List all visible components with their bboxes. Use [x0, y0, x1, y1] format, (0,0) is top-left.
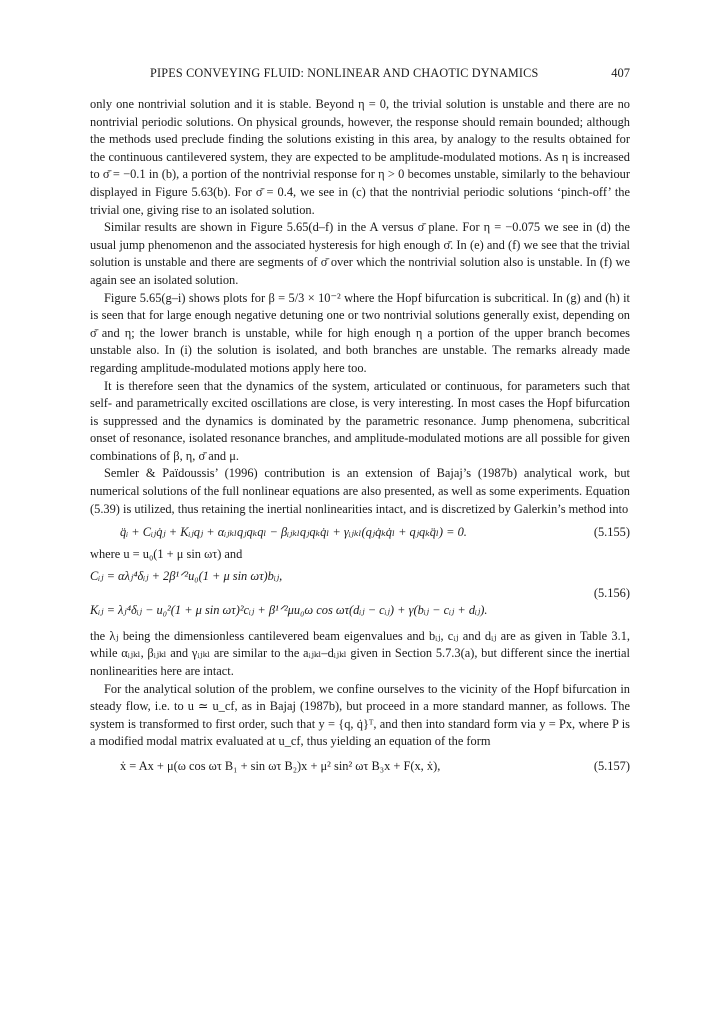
equation-5-155 [90, 522, 630, 542]
equation-5-156-line-1: Cᵢⱼ = αλⱼ⁴δᵢⱼ + 2β¹ᐟ²u₀(1 + μ sin ωτ)bᵢⱼ, [90, 568, 283, 583]
page-body [90, 96, 630, 781]
equation-5-155-number: (5.155) [593, 525, 630, 540]
page-number: 407 [611, 66, 630, 80]
paragraph-5: Semler & Païdoussis’ (1996) contribution is an extension of Bajaj’s (1987b) analytical work, but numerical solutions of the full nonlinear equations are also presented, as well as some experiments. Equation (5.39) is utilized, thus retaining the inertial nonlinearities intact, and is discretized by Galerkin’s method into [90, 466, 630, 516]
equation-5-156 [90, 566, 630, 624]
equation-5-156-line-2: Kᵢⱼ = λⱼ⁴δᵢⱼ − u₀²(1 + μ sin ωτ)²cᵢⱼ + β¹ᐟ²μu₀ω cos ωτ(dᵢⱼ − cᵢⱼ) + γ(bᵢⱼ − cᵢⱼ + dᵢⱼ). [90, 602, 488, 617]
equation-5-156-number: (5.156) [593, 585, 630, 600]
running-head: PIPES CONVEYING FLUID: NONLINEAR AND CHAOTIC DYNAMICS [150, 66, 539, 80]
page-header [90, 66, 630, 86]
equation-5-157-number: (5.157) [593, 759, 630, 773]
paragraph-3: Figure 5.65(g–i) shows plots for β = 5/3 × 10⁻² where the Hopf bifurcation is subcritical. In (g) and (h) it is seen that for large enough negative detuning one or two nontrivial solutions generally exist, depending on σ̄ and η; the lower branch is unstable, while for high enough η a portion of the upper branch becomes unstable also. In (i) the solution is isolated, and both branches are unstable. The remarks already made regarding amplitude-modulated motions apply here too. [90, 290, 630, 375]
paragraph-2: Similar results are shown in Figure 5.65(d–f) in the A versus σ̄ plane. For η = −0.075 we see in (d) the usual jump phenomenon and the associated hysteresis for high enough σ̄. In (e) and (f) we see that the trivial solution is unstable and there are segments of σ̄ over which the nontrivial solution also is unstable. In (f) we again see an isolated solution. [90, 220, 630, 287]
paragraph-8: For the analytical solution of the problem, we confine ourselves to the vicinity of the Hopf bifurcation in steady flow, i.e. to u ≃ u_cf, as in Bajaj (1987b), but proceed in a more standard manner, as follows. The system is transformed to first order, such that y = {q, q̇}ᵀ, and then into standard form via y = Px, where P is a modified modal matrix evaluated at u_cf, thus yielding an equation of the form [90, 681, 630, 749]
paragraph-6: where u = u₀(1 + μ sin ωτ) and [90, 547, 243, 562]
equation-5-157 [90, 759, 630, 781]
paragraph-4: It is therefore seen that the dynamics of the system, articulated or continuous, for parameters such that self- and parametrically excited oscillations are close, is very interesting. In most cases the Hopf bifurcation is suppressed and the dynamics is dominated by the parametric resonance. Jump phenomena, subcritical onset of resonance, isolated resonance branches, and amplitude-modulated motions are all possible for given combinations of β, η, σ̄ and μ. [90, 378, 630, 463]
equation-5-155-expression: q̈ᵢ + Cᵢⱼq̇ⱼ + Kᵢⱼqⱼ + αᵢⱼₖₗqⱼqₖqₗ − βᵢⱼₖₗqⱼqₖq̇ₗ + γᵢⱼₖₗ(qⱼq̇ₖq̇ₗ + qⱼqₖq̈ₗ) = 0. [120, 525, 467, 540]
paragraph-1: only one nontrivial solution and it is stable. Beyond η = 0, the trivial solution is unstable and there are no nontrivial periodic solutions. On physical grounds, however, the response should remain bounded; although the methods used preclude finding the solutions existing in this area, by analogy to the results obtained for the continuous cantilevered system, they are expected to be amplitude-modulated motions. As η is increased to σ̄ = −0.1 in (b), a portion of the nontrivial response for η > 0 becomes unstable, similarly to the behaviour displayed in Figure 5.63(b). For σ̄ = 0.4, we see in (c) that the nontrivial periodic solutions ‘pinch-off’ the trivial one, giving rise to an isolated solution. [90, 97, 630, 217]
equation-5-157-expression: ẋ = Ax + μ(ω cos ωτ B₁ + sin ωτ B₂)x + μ² sin² ωτ B₃x + F(x, ẋ), [120, 759, 441, 773]
paragraph-7: the λⱼ being the dimensionless cantilevered beam eigenvalues and bᵢⱼ, cᵢⱼ and dᵢⱼ are as given in Table 3.1, while αᵢⱼₖₗ, βᵢⱼₖₗ and γᵢⱼₖₗ are similar to the aᵢⱼₖₗ–dᵢⱼₖₗ given in Section 5.7.3(a), but different since the inertial nonlinearities here are intact. [90, 628, 630, 679]
